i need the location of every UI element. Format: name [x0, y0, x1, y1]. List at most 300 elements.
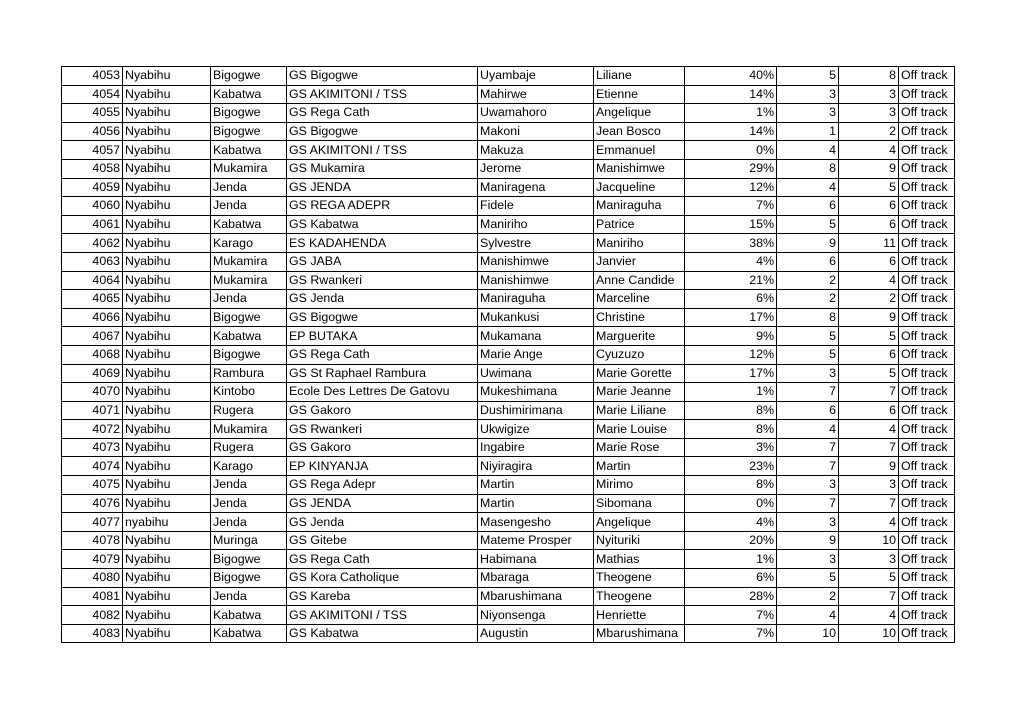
cell-school: GS St Raphael Rambura — [287, 364, 478, 383]
cell-count-a: 7 — [777, 383, 839, 402]
table-row — [62, 420, 955, 439]
cell-count-b: 10 — [839, 531, 899, 550]
cell-row-number: 4053 — [62, 67, 123, 86]
cell-count-b: 3 — [839, 85, 899, 104]
cell-sector: Bigogwe — [211, 569, 287, 588]
cell-count-b: 3 — [839, 104, 899, 123]
cell-count-b: 5 — [839, 327, 899, 346]
cell-row-number: 4082 — [62, 606, 123, 625]
cell-count-b: 9 — [839, 308, 899, 327]
cell-count-b: 8 — [839, 67, 899, 86]
cell-sector: Jenda — [211, 290, 287, 309]
cell-school: GS JABA — [287, 252, 478, 271]
cell-school: GS Mukamira — [287, 159, 478, 178]
cell-school: ES KADAHENDA — [287, 234, 478, 253]
cell-row-number: 4074 — [62, 457, 123, 476]
cell-sector: Karago — [211, 457, 287, 476]
cell-status: Off track — [899, 215, 955, 234]
cell-last-name: Dushimirimana — [478, 401, 594, 420]
table-row — [62, 587, 955, 606]
cell-status: Off track — [899, 383, 955, 402]
cell-last-name: Manishimwe — [478, 252, 594, 271]
cell-district: Nyabihu — [123, 457, 211, 476]
cell-status: Off track — [899, 252, 955, 271]
cell-school: GS AKIMITONI / TSS — [287, 606, 478, 625]
cell-row-number: 4066 — [62, 308, 123, 327]
cell-percentage: 21% — [685, 271, 777, 290]
cell-row-number: 4073 — [62, 438, 123, 457]
cell-count-a: 6 — [777, 197, 839, 216]
cell-count-b: 7 — [839, 587, 899, 606]
cell-sector: Jenda — [211, 197, 287, 216]
cell-first-name: Henriette — [594, 606, 685, 625]
cell-school: GS Jenda — [287, 513, 478, 532]
cell-last-name: Habimana — [478, 550, 594, 569]
cell-count-b: 9 — [839, 159, 899, 178]
cell-count-b: 6 — [839, 401, 899, 420]
table-row — [62, 494, 955, 513]
cell-first-name: Emmanuel — [594, 141, 685, 160]
cell-percentage: 23% — [685, 457, 777, 476]
cell-count-a: 4 — [777, 141, 839, 160]
cell-count-a: 5 — [777, 569, 839, 588]
cell-count-b: 4 — [839, 420, 899, 439]
cell-status: Off track — [899, 624, 955, 643]
cell-count-b: 4 — [839, 271, 899, 290]
cell-row-number: 4079 — [62, 550, 123, 569]
cell-last-name: Uwamahoro — [478, 104, 594, 123]
cell-first-name: Jacqueline — [594, 178, 685, 197]
cell-school: EP KINYANJA — [287, 457, 478, 476]
cell-school: GS Rega Cath — [287, 104, 478, 123]
cell-count-a: 7 — [777, 494, 839, 513]
cell-count-a: 4 — [777, 606, 839, 625]
cell-first-name: Nyituriki — [594, 531, 685, 550]
cell-last-name: Masengesho — [478, 513, 594, 532]
cell-district: Nyabihu — [123, 67, 211, 86]
cell-status: Off track — [899, 104, 955, 123]
cell-status: Off track — [899, 420, 955, 439]
cell-count-a: 7 — [777, 438, 839, 457]
cell-district: Nyabihu — [123, 569, 211, 588]
cell-count-b: 9 — [839, 457, 899, 476]
cell-count-b: 11 — [839, 234, 899, 253]
cell-district: Nyabihu — [123, 364, 211, 383]
cell-row-number: 4058 — [62, 159, 123, 178]
cell-sector: Jenda — [211, 476, 287, 495]
cell-first-name: Liliane — [594, 67, 685, 86]
cell-district: nyabihu — [123, 513, 211, 532]
cell-district: Nyabihu — [123, 122, 211, 141]
cell-last-name: Uyambaje — [478, 67, 594, 86]
cell-school: Ecole Des Lettres De Gatovu — [287, 383, 478, 402]
table-row — [62, 364, 955, 383]
table-row — [62, 401, 955, 420]
cell-school: GS Kabatwa — [287, 624, 478, 643]
cell-first-name: Janvier — [594, 252, 685, 271]
cell-district: Nyabihu — [123, 252, 211, 271]
cell-count-b: 7 — [839, 383, 899, 402]
cell-row-number: 4069 — [62, 364, 123, 383]
table-row — [62, 290, 955, 309]
cell-district: Nyabihu — [123, 606, 211, 625]
cell-sector: Kabatwa — [211, 624, 287, 643]
cell-status: Off track — [899, 85, 955, 104]
cell-status: Off track — [899, 141, 955, 160]
table-row — [62, 122, 955, 141]
cell-row-number: 4071 — [62, 401, 123, 420]
cell-percentage: 3% — [685, 438, 777, 457]
table-row — [62, 327, 955, 346]
cell-first-name: Maniraguha — [594, 197, 685, 216]
cell-row-number: 4083 — [62, 624, 123, 643]
cell-count-a: 3 — [777, 513, 839, 532]
cell-last-name: Mahirwe — [478, 85, 594, 104]
cell-sector: Kintobo — [211, 383, 287, 402]
table-row — [62, 178, 955, 197]
table-row — [62, 457, 955, 476]
cell-school: GS Rega Cath — [287, 550, 478, 569]
cell-status: Off track — [899, 364, 955, 383]
cell-status: Off track — [899, 159, 955, 178]
table-row — [62, 624, 955, 643]
cell-first-name: Marie Liliane — [594, 401, 685, 420]
cell-count-b: 3 — [839, 550, 899, 569]
cell-sector: Bigogwe — [211, 67, 287, 86]
cell-count-a: 5 — [777, 67, 839, 86]
cell-sector: Kabatwa — [211, 215, 287, 234]
cell-last-name: Niyonsenga — [478, 606, 594, 625]
cell-status: Off track — [899, 122, 955, 141]
cell-last-name: Fidele — [478, 197, 594, 216]
cell-school: GS AKIMITONI / TSS — [287, 85, 478, 104]
cell-first-name: Theogene — [594, 569, 685, 588]
cell-row-number: 4064 — [62, 271, 123, 290]
cell-count-b: 7 — [839, 438, 899, 457]
cell-percentage: 7% — [685, 197, 777, 216]
cell-percentage: 8% — [685, 420, 777, 439]
cell-district: Nyabihu — [123, 327, 211, 346]
cell-count-b: 6 — [839, 197, 899, 216]
table-row — [62, 438, 955, 457]
cell-count-b: 6 — [839, 215, 899, 234]
cell-sector: Jenda — [211, 587, 287, 606]
cell-status: Off track — [899, 234, 955, 253]
cell-row-number: 4059 — [62, 178, 123, 197]
cell-last-name: Mukamana — [478, 327, 594, 346]
cell-sector: Jenda — [211, 513, 287, 532]
cell-percentage: 15% — [685, 215, 777, 234]
cell-status: Off track — [899, 401, 955, 420]
cell-status: Off track — [899, 587, 955, 606]
cell-sector: Rugera — [211, 401, 287, 420]
cell-district: Nyabihu — [123, 494, 211, 513]
cell-percentage: 38% — [685, 234, 777, 253]
table-row — [62, 513, 955, 532]
cell-sector: Kabatwa — [211, 606, 287, 625]
table-row — [62, 383, 955, 402]
cell-district: Nyabihu — [123, 104, 211, 123]
cell-first-name: Marie Gorette — [594, 364, 685, 383]
cell-count-a: 9 — [777, 234, 839, 253]
cell-percentage: 40% — [685, 67, 777, 86]
cell-district: Nyabihu — [123, 85, 211, 104]
cell-row-number: 4057 — [62, 141, 123, 160]
cell-count-b: 2 — [839, 122, 899, 141]
cell-row-number: 4054 — [62, 85, 123, 104]
cell-last-name: Mukeshimana — [478, 383, 594, 402]
cell-last-name: Mateme Prosper — [478, 531, 594, 550]
cell-sector: Karago — [211, 234, 287, 253]
cell-school: GS Kareba — [287, 587, 478, 606]
cell-percentage: 8% — [685, 401, 777, 420]
cell-percentage: 17% — [685, 308, 777, 327]
cell-school: GS Kabatwa — [287, 215, 478, 234]
table-row — [62, 234, 955, 253]
cell-percentage: 7% — [685, 606, 777, 625]
cell-row-number: 4081 — [62, 587, 123, 606]
cell-first-name: Marceline — [594, 290, 685, 309]
cell-status: Off track — [899, 345, 955, 364]
cell-row-number: 4072 — [62, 420, 123, 439]
cell-percentage: 8% — [685, 476, 777, 495]
cell-school: GS Gakoro — [287, 401, 478, 420]
cell-school: GS Bigogwe — [287, 122, 478, 141]
cell-count-a: 5 — [777, 215, 839, 234]
cell-percentage: 9% — [685, 327, 777, 346]
cell-row-number: 4055 — [62, 104, 123, 123]
cell-first-name: Angelique — [594, 513, 685, 532]
table-row — [62, 141, 955, 160]
cell-sector: Muringa — [211, 531, 287, 550]
cell-count-a: 3 — [777, 550, 839, 569]
cell-status: Off track — [899, 476, 955, 495]
table-row — [62, 271, 955, 290]
cell-first-name: Maniriho — [594, 234, 685, 253]
cell-last-name: Maniraguha — [478, 290, 594, 309]
cell-last-name: Marie Ange — [478, 345, 594, 364]
cell-sector: Bigogwe — [211, 122, 287, 141]
data-table — [61, 66, 955, 643]
cell-row-number: 4060 — [62, 197, 123, 216]
table-row — [62, 104, 955, 123]
cell-sector: Jenda — [211, 494, 287, 513]
cell-last-name: Mbarushimana — [478, 587, 594, 606]
cell-count-b: 4 — [839, 513, 899, 532]
cell-school: GS Rwankeri — [287, 271, 478, 290]
cell-first-name: Jean Bosco — [594, 122, 685, 141]
cell-count-b: 4 — [839, 141, 899, 160]
cell-district: Nyabihu — [123, 476, 211, 495]
table-row — [62, 308, 955, 327]
cell-school: GS Rwankeri — [287, 420, 478, 439]
cell-sector: Mukamira — [211, 420, 287, 439]
cell-count-a: 6 — [777, 252, 839, 271]
table-row — [62, 345, 955, 364]
cell-percentage: 0% — [685, 494, 777, 513]
cell-last-name: Ingabire — [478, 438, 594, 457]
cell-status: Off track — [899, 178, 955, 197]
cell-count-b: 5 — [839, 364, 899, 383]
cell-count-a: 9 — [777, 531, 839, 550]
cell-last-name: Sylvestre — [478, 234, 594, 253]
table-row — [62, 569, 955, 588]
cell-sector: Rambura — [211, 364, 287, 383]
cell-row-number: 4080 — [62, 569, 123, 588]
cell-sector: Bigogwe — [211, 104, 287, 123]
cell-status: Off track — [899, 197, 955, 216]
cell-row-number: 4061 — [62, 215, 123, 234]
cell-sector: Bigogwe — [211, 345, 287, 364]
cell-row-number: 4056 — [62, 122, 123, 141]
cell-school: GS Jenda — [287, 290, 478, 309]
cell-percentage: 20% — [685, 531, 777, 550]
cell-row-number: 4068 — [62, 345, 123, 364]
cell-district: Nyabihu — [123, 178, 211, 197]
cell-district: Nyabihu — [123, 624, 211, 643]
cell-last-name: Augustin — [478, 624, 594, 643]
cell-sector: Kabatwa — [211, 85, 287, 104]
cell-percentage: 12% — [685, 345, 777, 364]
cell-count-a: 8 — [777, 159, 839, 178]
cell-count-a: 8 — [777, 308, 839, 327]
cell-count-a: 2 — [777, 290, 839, 309]
cell-first-name: Mirimo — [594, 476, 685, 495]
cell-percentage: 6% — [685, 569, 777, 588]
cell-count-b: 7 — [839, 494, 899, 513]
cell-percentage: 7% — [685, 624, 777, 643]
cell-percentage: 17% — [685, 364, 777, 383]
cell-percentage: 4% — [685, 252, 777, 271]
cell-row-number: 4063 — [62, 252, 123, 271]
table-row — [62, 85, 955, 104]
cell-district: Nyabihu — [123, 308, 211, 327]
cell-count-a: 4 — [777, 178, 839, 197]
table-row — [62, 197, 955, 216]
cell-last-name: Makoni — [478, 122, 594, 141]
cell-district: Nyabihu — [123, 271, 211, 290]
cell-school: GS AKIMITONI / TSS — [287, 141, 478, 160]
cell-status: Off track — [899, 550, 955, 569]
cell-row-number: 4065 — [62, 290, 123, 309]
cell-sector: Mukamira — [211, 159, 287, 178]
table-row — [62, 606, 955, 625]
cell-first-name: Christine — [594, 308, 685, 327]
cell-district: Nyabihu — [123, 531, 211, 550]
cell-last-name: Jerome — [478, 159, 594, 178]
cell-percentage: 14% — [685, 122, 777, 141]
cell-count-a: 2 — [777, 587, 839, 606]
cell-first-name: Patrice — [594, 215, 685, 234]
cell-count-a: 7 — [777, 457, 839, 476]
cell-sector: Jenda — [211, 178, 287, 197]
cell-percentage: 12% — [685, 178, 777, 197]
cell-count-b: 6 — [839, 345, 899, 364]
cell-last-name: Martin — [478, 494, 594, 513]
cell-sector: Kabatwa — [211, 327, 287, 346]
cell-count-a: 3 — [777, 85, 839, 104]
cell-status: Off track — [899, 438, 955, 457]
cell-count-a: 10 — [777, 624, 839, 643]
cell-first-name: Sibomana — [594, 494, 685, 513]
cell-percentage: 4% — [685, 513, 777, 532]
cell-district: Nyabihu — [123, 383, 211, 402]
cell-row-number: 4077 — [62, 513, 123, 532]
cell-status: Off track — [899, 67, 955, 86]
cell-status: Off track — [899, 327, 955, 346]
cell-percentage: 1% — [685, 104, 777, 123]
cell-school: GS Rega Cath — [287, 345, 478, 364]
table-row — [62, 252, 955, 271]
cell-school: GS Gakoro — [287, 438, 478, 457]
cell-district: Nyabihu — [123, 401, 211, 420]
cell-first-name: Mbarushimana — [594, 624, 685, 643]
cell-district: Nyabihu — [123, 215, 211, 234]
cell-school: GS Kora Catholique — [287, 569, 478, 588]
cell-district: Nyabihu — [123, 141, 211, 160]
cell-status: Off track — [899, 290, 955, 309]
cell-school: GS Rega Adepr — [287, 476, 478, 495]
cell-row-number: 4075 — [62, 476, 123, 495]
cell-last-name: Manishimwe — [478, 271, 594, 290]
cell-last-name: Uwimana — [478, 364, 594, 383]
cell-percentage: 1% — [685, 550, 777, 569]
cell-count-b: 10 — [839, 624, 899, 643]
cell-status: Off track — [899, 569, 955, 588]
cell-row-number: 4076 — [62, 494, 123, 513]
cell-first-name: Marie Jeanne — [594, 383, 685, 402]
cell-first-name: Mathias — [594, 550, 685, 569]
cell-first-name: Marie Rose — [594, 438, 685, 457]
cell-count-b: 2 — [839, 290, 899, 309]
cell-sector: Bigogwe — [211, 308, 287, 327]
cell-sector: Rugera — [211, 438, 287, 457]
cell-district: Nyabihu — [123, 197, 211, 216]
cell-last-name: Ukwigize — [478, 420, 594, 439]
cell-district: Nyabihu — [123, 159, 211, 178]
cell-count-a: 5 — [777, 345, 839, 364]
cell-district: Nyabihu — [123, 438, 211, 457]
cell-school: GS Bigogwe — [287, 308, 478, 327]
cell-percentage: 6% — [685, 290, 777, 309]
table-row — [62, 215, 955, 234]
cell-sector: Mukamira — [211, 252, 287, 271]
cell-status: Off track — [899, 457, 955, 476]
cell-last-name: Martin — [478, 476, 594, 495]
cell-row-number: 4070 — [62, 383, 123, 402]
cell-first-name: Cyuzuzo — [594, 345, 685, 364]
table-row — [62, 67, 955, 86]
table-row — [62, 476, 955, 495]
table-row — [62, 550, 955, 569]
cell-status: Off track — [899, 308, 955, 327]
cell-count-a: 3 — [777, 104, 839, 123]
cell-row-number: 4067 — [62, 327, 123, 346]
cell-district: Nyabihu — [123, 587, 211, 606]
cell-count-a: 1 — [777, 122, 839, 141]
cell-status: Off track — [899, 513, 955, 532]
cell-first-name: Anne Candide — [594, 271, 685, 290]
cell-last-name: Niyiragira — [478, 457, 594, 476]
cell-district: Nyabihu — [123, 550, 211, 569]
cell-district: Nyabihu — [123, 234, 211, 253]
cell-count-b: 3 — [839, 476, 899, 495]
table-row — [62, 159, 955, 178]
cell-last-name: Maniriho — [478, 215, 594, 234]
cell-status: Off track — [899, 606, 955, 625]
cell-percentage: 28% — [685, 587, 777, 606]
cell-last-name: Maniragena — [478, 178, 594, 197]
